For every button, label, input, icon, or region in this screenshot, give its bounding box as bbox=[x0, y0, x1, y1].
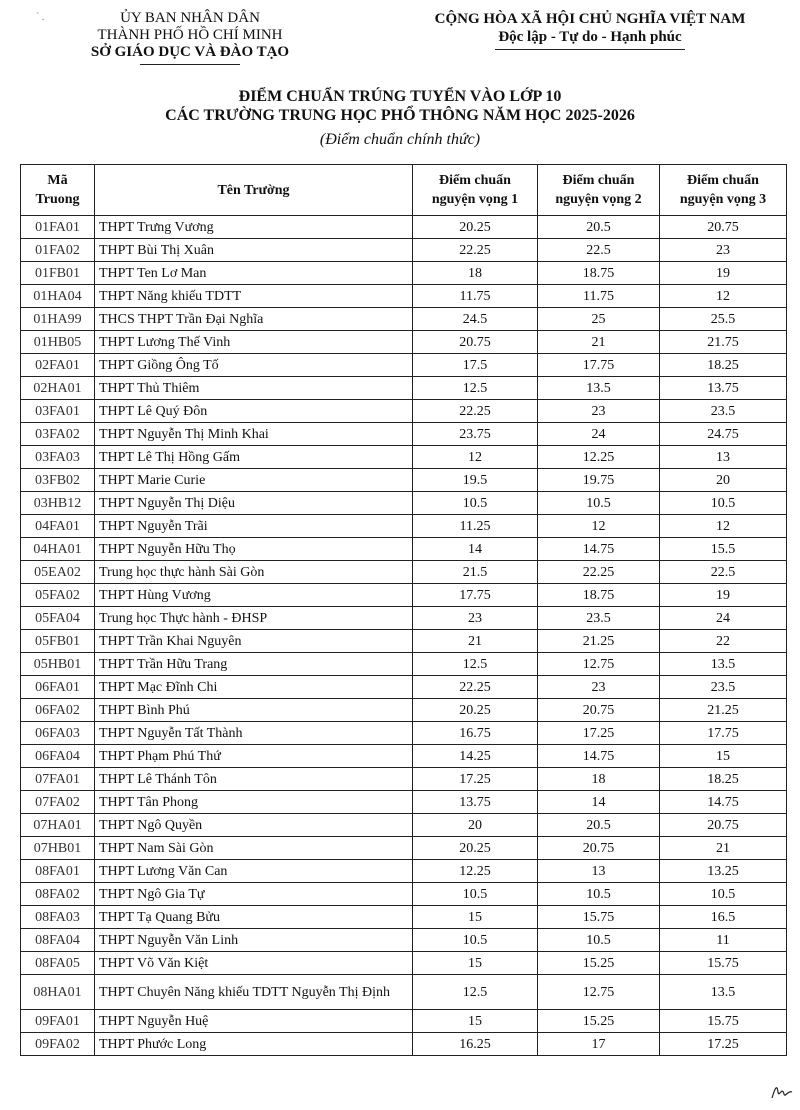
score-nv2-cell: 20.75 bbox=[538, 699, 660, 722]
table-row bbox=[21, 538, 787, 561]
table-row bbox=[21, 814, 787, 837]
score-nv1-cell: 17.25 bbox=[413, 768, 538, 791]
table-row bbox=[21, 1033, 787, 1056]
school-code-cell: 03FA01 bbox=[21, 400, 95, 423]
table-row bbox=[21, 515, 787, 538]
issuer-line-2: THÀNH PHỐ HỒ CHÍ MINH bbox=[97, 27, 283, 43]
table-row bbox=[21, 699, 787, 722]
score-nv3-cell: 24 bbox=[660, 607, 787, 630]
score-nv3-cell: 20.75 bbox=[660, 814, 787, 837]
school-name-cell: THPT Lê Thị Hồng Gấm bbox=[95, 446, 413, 469]
school-name-cell: THPT Lương Thế Vinh bbox=[95, 331, 413, 354]
score-nv1-cell: 22.25 bbox=[413, 239, 538, 262]
score-nv3-cell: 22 bbox=[660, 630, 787, 653]
score-nv3-cell: 13.75 bbox=[660, 377, 787, 400]
table-row bbox=[21, 906, 787, 929]
score-nv2-cell: 25 bbox=[538, 308, 660, 331]
score-nv1-cell: 12.5 bbox=[413, 975, 538, 1010]
score-nv2-cell: 15.25 bbox=[538, 1010, 660, 1033]
school-name-cell: THPT Mạc Đĩnh Chi bbox=[95, 676, 413, 699]
score-nv2-cell: 12.75 bbox=[538, 653, 660, 676]
score-nv3-cell: 11 bbox=[660, 929, 787, 952]
score-nv1-cell: 10.5 bbox=[413, 883, 538, 906]
school-code-cell: 08FA05 bbox=[21, 952, 95, 975]
score-nv1-cell: 21.5 bbox=[413, 561, 538, 584]
table-row bbox=[21, 952, 787, 975]
signature-mark bbox=[770, 1080, 794, 1102]
school-code-cell: 03FB02 bbox=[21, 469, 95, 492]
school-name-cell: THPT Trưng Vương bbox=[95, 216, 413, 239]
school-code-cell: 08HA01 bbox=[21, 975, 95, 1010]
score-nv3-cell: 23.5 bbox=[660, 400, 787, 423]
table-row bbox=[21, 791, 787, 814]
school-code-cell: 01HA04 bbox=[21, 285, 95, 308]
school-code-cell: 05FA02 bbox=[21, 584, 95, 607]
score-nv1-cell: 17.5 bbox=[413, 354, 538, 377]
school-code-cell: 02HA01 bbox=[21, 377, 95, 400]
score-nv2-cell: 10.5 bbox=[538, 492, 660, 515]
score-nv1-cell: 22.25 bbox=[413, 676, 538, 699]
school-name-cell: THPT Bùi Thị Xuân bbox=[95, 239, 413, 262]
score-nv3-cell: 15 bbox=[660, 745, 787, 768]
score-nv2-cell: 19.75 bbox=[538, 469, 660, 492]
table-row bbox=[21, 722, 787, 745]
header-score-nv3: Điểm chuẩn nguyện vọng 3 bbox=[660, 165, 787, 216]
issuer-line-1: ỦY BAN NHÂN DÂN bbox=[120, 10, 260, 26]
national-motto-line-2: Độc lập - Tự do - Hạnh phúc bbox=[498, 29, 682, 45]
school-code-cell: 07FA02 bbox=[21, 791, 95, 814]
table-row bbox=[21, 1010, 787, 1033]
table-row bbox=[21, 561, 787, 584]
score-nv2-cell: 10.5 bbox=[538, 883, 660, 906]
score-nv3-cell: 12 bbox=[660, 285, 787, 308]
table-row bbox=[21, 216, 787, 239]
table-row bbox=[21, 584, 787, 607]
table-row bbox=[21, 331, 787, 354]
school-name-cell: THPT Nguyễn Thị Minh Khai bbox=[95, 423, 413, 446]
school-name-cell: THPT Nam Sài Gòn bbox=[95, 837, 413, 860]
score-nv1-cell: 12.25 bbox=[413, 860, 538, 883]
score-nv2-cell: 22.25 bbox=[538, 561, 660, 584]
school-code-cell: 08FA01 bbox=[21, 860, 95, 883]
score-nv3-cell: 14.75 bbox=[660, 791, 787, 814]
school-code-cell: 01FA01 bbox=[21, 216, 95, 239]
school-name-cell: THPT Trần Hữu Trang bbox=[95, 653, 413, 676]
score-nv1-cell: 16.25 bbox=[413, 1033, 538, 1056]
school-code-cell: 01HA99 bbox=[21, 308, 95, 331]
school-code-cell: 06FA03 bbox=[21, 722, 95, 745]
score-nv3-cell: 12 bbox=[660, 515, 787, 538]
school-code-cell: 01HB05 bbox=[21, 331, 95, 354]
score-nv1-cell: 20.25 bbox=[413, 699, 538, 722]
score-nv2-cell: 12.25 bbox=[538, 446, 660, 469]
issuer-header bbox=[40, 10, 340, 65]
table-row bbox=[21, 308, 787, 331]
score-nv1-cell: 18 bbox=[413, 262, 538, 285]
document-subtitle: (Điểm chuẩn chính thức) bbox=[319, 131, 481, 148]
table-row bbox=[21, 860, 787, 883]
score-nv1-cell: 16.75 bbox=[413, 722, 538, 745]
school-code-cell: 09FA01 bbox=[21, 1010, 95, 1033]
national-header bbox=[400, 10, 780, 50]
school-name-cell: THPT Marie Curie bbox=[95, 469, 413, 492]
score-nv1-cell: 10.5 bbox=[413, 492, 538, 515]
national-motto-line-1: CỘNG HÒA XÃ HỘI CHỦ NGHĨA VIỆT NAM bbox=[434, 11, 746, 27]
score-nv3-cell: 17.75 bbox=[660, 722, 787, 745]
school-name-cell: THPT Bình Phú bbox=[95, 699, 413, 722]
score-nv3-cell: 23 bbox=[660, 239, 787, 262]
school-name-cell: THPT Nguyễn Thị Diệu bbox=[95, 492, 413, 515]
school-name-cell: THPT Nguyễn Văn Linh bbox=[95, 929, 413, 952]
school-code-cell: 01FB01 bbox=[21, 262, 95, 285]
score-nv2-cell: 21 bbox=[538, 331, 660, 354]
score-nv3-cell: 19 bbox=[660, 262, 787, 285]
score-nv1-cell: 12.5 bbox=[413, 653, 538, 676]
school-name-cell: THPT Nguyễn Hữu Thọ bbox=[95, 538, 413, 561]
score-nv2-cell: 17 bbox=[538, 1033, 660, 1056]
school-name-cell: THCS THPT Trần Đại Nghĩa bbox=[95, 308, 413, 331]
score-nv3-cell: 20 bbox=[660, 469, 787, 492]
score-nv3-cell: 22.5 bbox=[660, 561, 787, 584]
school-code-cell: 04FA01 bbox=[21, 515, 95, 538]
score-nv1-cell: 14.25 bbox=[413, 745, 538, 768]
school-code-cell: 03HB12 bbox=[21, 492, 95, 515]
score-nv2-cell: 22.5 bbox=[538, 239, 660, 262]
school-code-cell: 01FA02 bbox=[21, 239, 95, 262]
score-nv2-cell: 13 bbox=[538, 860, 660, 883]
header-school-name: Tên Trường bbox=[95, 165, 413, 216]
score-nv3-cell: 16.5 bbox=[660, 906, 787, 929]
score-nv3-cell: 18.25 bbox=[660, 354, 787, 377]
issuer-underline bbox=[140, 64, 240, 65]
score-nv1-cell: 14 bbox=[413, 538, 538, 561]
school-code-cell: 05FA04 bbox=[21, 607, 95, 630]
score-nv3-cell: 15.5 bbox=[660, 538, 787, 561]
scan-specks: ` . bbox=[36, 12, 45, 23]
school-code-cell: 05HB01 bbox=[21, 653, 95, 676]
table-row bbox=[21, 239, 787, 262]
school-code-cell: 02FA01 bbox=[21, 354, 95, 377]
school-name-cell: THPT Phước Long bbox=[95, 1033, 413, 1056]
score-nv2-cell: 21.25 bbox=[538, 630, 660, 653]
table-row bbox=[21, 469, 787, 492]
school-name-cell: THPT Nguyễn Trãi bbox=[95, 515, 413, 538]
score-table bbox=[20, 164, 787, 1056]
school-code-cell: 08FA04 bbox=[21, 929, 95, 952]
school-name-cell: THPT Võ Văn Kiệt bbox=[95, 952, 413, 975]
score-nv1-cell: 20.25 bbox=[413, 216, 538, 239]
school-name-cell: THPT Nguyễn Tất Thành bbox=[95, 722, 413, 745]
score-nv2-cell: 15.75 bbox=[538, 906, 660, 929]
school-code-cell: 06FA01 bbox=[21, 676, 95, 699]
score-nv2-cell: 12 bbox=[538, 515, 660, 538]
score-nv1-cell: 22.25 bbox=[413, 400, 538, 423]
school-name-cell: Trung học Thực hành - ĐHSP bbox=[95, 607, 413, 630]
school-code-cell: 05EA02 bbox=[21, 561, 95, 584]
school-code-cell: 06FA02 bbox=[21, 699, 95, 722]
score-nv2-cell: 14.75 bbox=[538, 745, 660, 768]
score-nv2-cell: 23.5 bbox=[538, 607, 660, 630]
school-name-cell: THPT Hùng Vương bbox=[95, 584, 413, 607]
table-row bbox=[21, 929, 787, 952]
table-row bbox=[21, 975, 787, 1010]
table-row bbox=[21, 768, 787, 791]
table-row bbox=[21, 653, 787, 676]
score-nv1-cell: 15 bbox=[413, 906, 538, 929]
table-row bbox=[21, 285, 787, 308]
school-code-cell: 05FB01 bbox=[21, 630, 95, 653]
score-nv1-cell: 17.75 bbox=[413, 584, 538, 607]
table-row bbox=[21, 446, 787, 469]
table-row bbox=[21, 883, 787, 906]
table-row bbox=[21, 676, 787, 699]
table-row bbox=[21, 492, 787, 515]
table-row bbox=[21, 607, 787, 630]
score-nv2-cell: 13.5 bbox=[538, 377, 660, 400]
table-row bbox=[21, 262, 787, 285]
score-nv1-cell: 15 bbox=[413, 952, 538, 975]
score-nv1-cell: 12 bbox=[413, 446, 538, 469]
table-row bbox=[21, 354, 787, 377]
school-name-cell: THPT Lương Văn Can bbox=[95, 860, 413, 883]
score-nv2-cell: 11.75 bbox=[538, 285, 660, 308]
school-code-cell: 03FA02 bbox=[21, 423, 95, 446]
school-code-cell: 09FA02 bbox=[21, 1033, 95, 1056]
score-nv1-cell: 21 bbox=[413, 630, 538, 653]
school-name-cell: THPT Giồng Ông Tố bbox=[95, 354, 413, 377]
school-name-cell: THPT Tân Phong bbox=[95, 791, 413, 814]
score-nv2-cell: 10.5 bbox=[538, 929, 660, 952]
school-name-cell: THPT Chuyên Năng khiếu TDTT Nguyễn Thị Định bbox=[95, 975, 413, 1010]
document-title bbox=[0, 87, 800, 125]
score-nv2-cell: 18 bbox=[538, 768, 660, 791]
score-nv3-cell: 21 bbox=[660, 837, 787, 860]
school-name-cell: Trung học thực hành Sài Gòn bbox=[95, 561, 413, 584]
score-nv3-cell: 13.25 bbox=[660, 860, 787, 883]
school-code-cell: 07HB01 bbox=[21, 837, 95, 860]
score-nv1-cell: 11.75 bbox=[413, 285, 538, 308]
score-nv3-cell: 20.75 bbox=[660, 216, 787, 239]
score-nv2-cell: 20.5 bbox=[538, 216, 660, 239]
school-name-cell: THPT Thủ Thiêm bbox=[95, 377, 413, 400]
score-nv1-cell: 24.5 bbox=[413, 308, 538, 331]
table-row bbox=[21, 377, 787, 400]
score-nv2-cell: 18.75 bbox=[538, 584, 660, 607]
school-name-cell: THPT Ngô Gia Tự bbox=[95, 883, 413, 906]
score-nv3-cell: 13.5 bbox=[660, 653, 787, 676]
school-code-cell: 07FA01 bbox=[21, 768, 95, 791]
score-nv1-cell: 23.75 bbox=[413, 423, 538, 446]
national-underline bbox=[495, 49, 685, 50]
score-nv2-cell: 17.75 bbox=[538, 354, 660, 377]
score-nv2-cell: 15.25 bbox=[538, 952, 660, 975]
score-nv3-cell: 21.75 bbox=[660, 331, 787, 354]
score-nv1-cell: 19.5 bbox=[413, 469, 538, 492]
header-school-code: Mã Truong bbox=[21, 165, 95, 216]
score-nv3-cell: 13 bbox=[660, 446, 787, 469]
table-row bbox=[21, 423, 787, 446]
score-nv2-cell: 17.25 bbox=[538, 722, 660, 745]
table-row bbox=[21, 745, 787, 768]
score-nv1-cell: 23 bbox=[413, 607, 538, 630]
school-code-cell: 08FA03 bbox=[21, 906, 95, 929]
school-code-cell: 04HA01 bbox=[21, 538, 95, 561]
score-nv3-cell: 24.75 bbox=[660, 423, 787, 446]
score-nv3-cell: 15.75 bbox=[660, 952, 787, 975]
score-nv2-cell: 12.75 bbox=[538, 975, 660, 1010]
school-name-cell: THPT Nguyễn Huệ bbox=[95, 1010, 413, 1033]
school-code-cell: 08FA02 bbox=[21, 883, 95, 906]
score-nv1-cell: 20.25 bbox=[413, 837, 538, 860]
score-nv3-cell: 25.5 bbox=[660, 308, 787, 331]
table-body bbox=[21, 216, 787, 1056]
table-row bbox=[21, 400, 787, 423]
score-nv3-cell: 18.25 bbox=[660, 768, 787, 791]
score-nv2-cell: 14 bbox=[538, 791, 660, 814]
table-row bbox=[21, 630, 787, 653]
score-nv1-cell: 20.75 bbox=[413, 331, 538, 354]
school-name-cell: THPT Năng khiếu TDTT bbox=[95, 285, 413, 308]
school-name-cell: THPT Trần Khai Nguyên bbox=[95, 630, 413, 653]
header-score-nv1: Điểm chuẩn nguyện vọng 1 bbox=[413, 165, 538, 216]
school-code-cell: 07HA01 bbox=[21, 814, 95, 837]
school-name-cell: THPT Lê Thánh Tôn bbox=[95, 768, 413, 791]
score-nv1-cell: 15 bbox=[413, 1010, 538, 1033]
score-nv2-cell: 23 bbox=[538, 676, 660, 699]
score-nv3-cell: 15.75 bbox=[660, 1010, 787, 1033]
score-nv3-cell: 17.25 bbox=[660, 1033, 787, 1056]
score-nv3-cell: 21.25 bbox=[660, 699, 787, 722]
score-nv2-cell: 18.75 bbox=[538, 262, 660, 285]
school-name-cell: THPT Ten Lơ Man bbox=[95, 262, 413, 285]
score-nv3-cell: 10.5 bbox=[660, 492, 787, 515]
score-nv2-cell: 24 bbox=[538, 423, 660, 446]
score-nv3-cell: 19 bbox=[660, 584, 787, 607]
school-name-cell: THPT Lê Quý Đôn bbox=[95, 400, 413, 423]
score-nv2-cell: 20.75 bbox=[538, 837, 660, 860]
title-line-1: ĐIỂM CHUẨN TRÚNG TUYỂN VÀO LỚP 10 bbox=[238, 88, 562, 105]
score-nv1-cell: 20 bbox=[413, 814, 538, 837]
school-name-cell: THPT Tạ Quang Bửu bbox=[95, 906, 413, 929]
score-nv2-cell: 14.75 bbox=[538, 538, 660, 561]
score-nv3-cell: 10.5 bbox=[660, 883, 787, 906]
score-nv2-cell: 23 bbox=[538, 400, 660, 423]
school-name-cell: THPT Phạm Phú Thứ bbox=[95, 745, 413, 768]
score-nv2-cell: 20.5 bbox=[538, 814, 660, 837]
score-nv3-cell: 13.5 bbox=[660, 975, 787, 1010]
table-header-row bbox=[21, 165, 787, 216]
school-code-cell: 06FA04 bbox=[21, 745, 95, 768]
score-nv1-cell: 13.75 bbox=[413, 791, 538, 814]
score-nv1-cell: 11.25 bbox=[413, 515, 538, 538]
school-code-cell: 03FA03 bbox=[21, 446, 95, 469]
header-score-nv2: Điểm chuẩn nguyện vọng 2 bbox=[538, 165, 660, 216]
score-nv1-cell: 12.5 bbox=[413, 377, 538, 400]
table-row bbox=[21, 837, 787, 860]
title-line-2: CÁC TRƯỜNG TRUNG HỌC PHỔ THÔNG NĂM HỌC 2025-2026 bbox=[165, 107, 635, 124]
score-nv3-cell: 23.5 bbox=[660, 676, 787, 699]
issuer-line-3: SỞ GIÁO DỤC VÀ ĐÀO TẠO bbox=[90, 44, 290, 60]
school-name-cell: THPT Ngô Quyền bbox=[95, 814, 413, 837]
score-nv1-cell: 10.5 bbox=[413, 929, 538, 952]
